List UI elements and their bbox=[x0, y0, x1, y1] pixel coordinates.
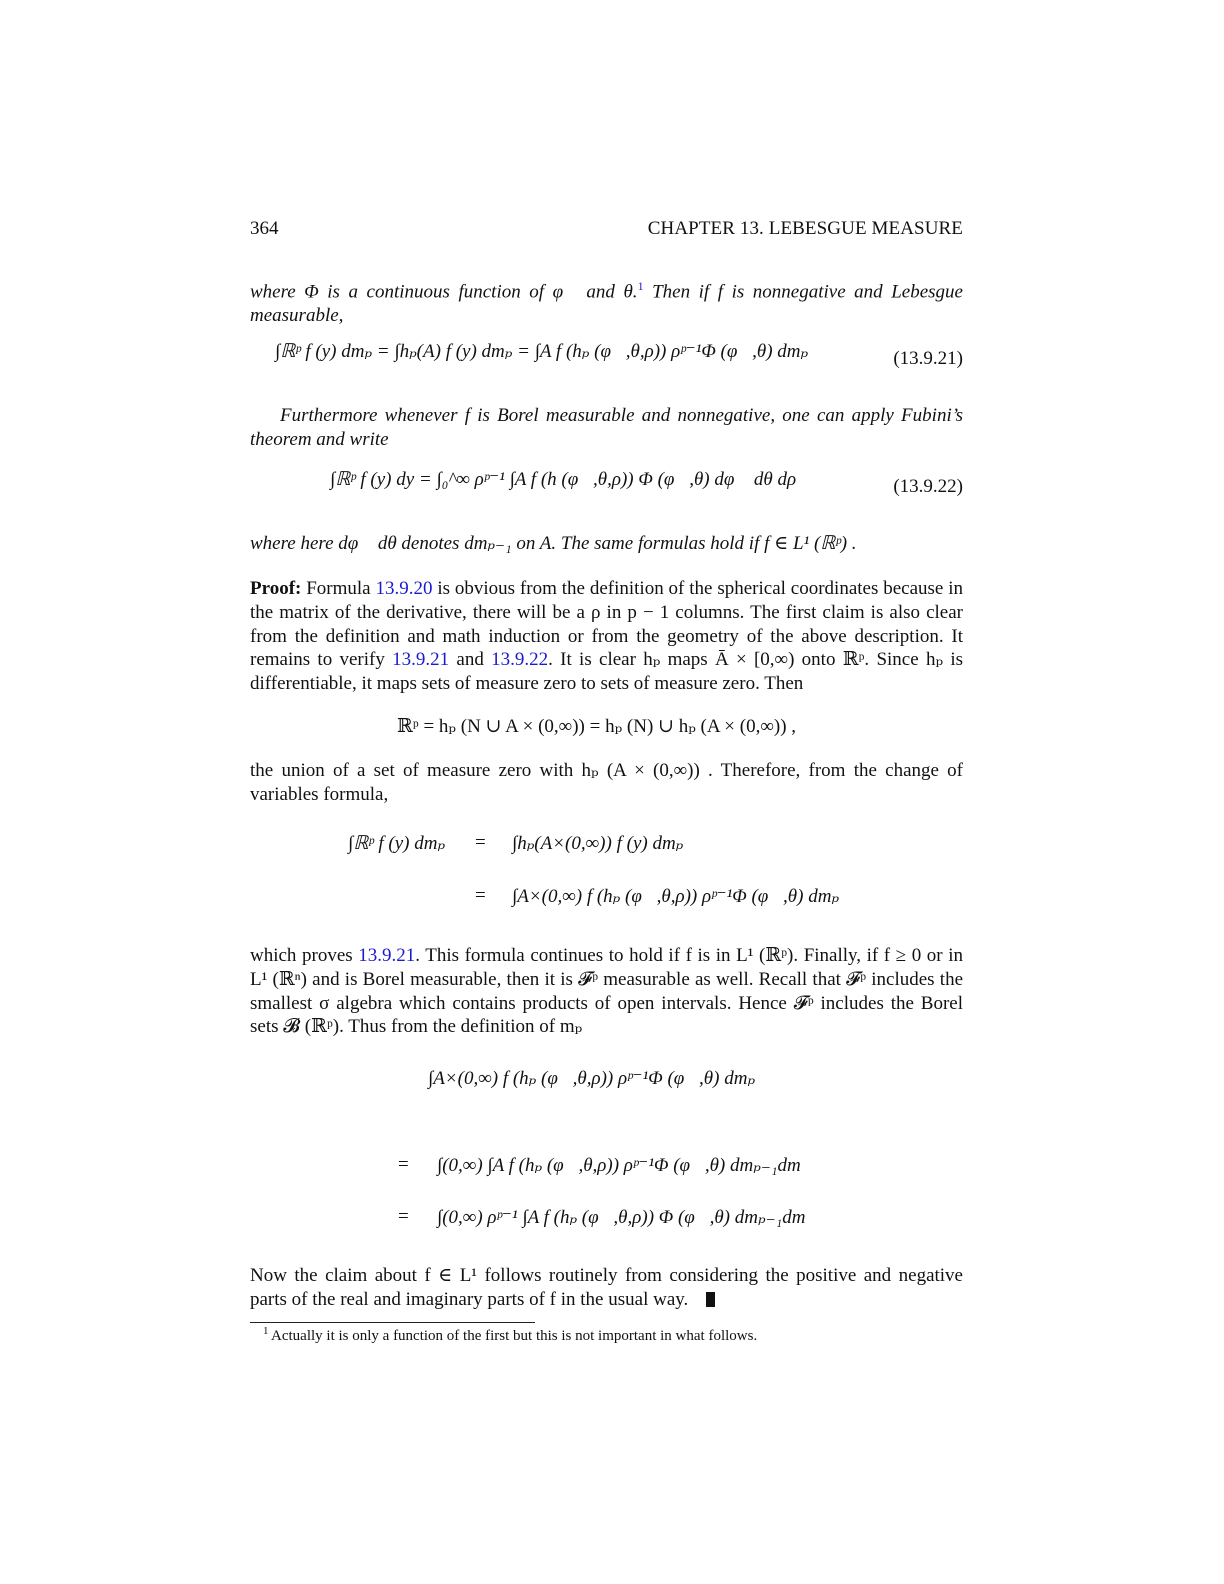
proof-text-b: is obvious from the definition of the spherical coordinates because in the matrix of the derivative, there will be a ρ in p − 1 columns. The first claim is also clear from the definition and math induction or from the geometry of the above description. It remains to verify bbox=[250, 578, 963, 671]
closing-paragraph bbox=[250, 1264, 963, 1312]
footnote-mark: 1 bbox=[263, 1325, 269, 1337]
theorem-intro bbox=[250, 275, 963, 328]
equation-13-9-22 bbox=[250, 468, 963, 518]
equation-body: ∫ℝᵖ f (y) dy = ∫₀^∞ ρᵖ⁻¹ ∫A f (h (φ⃗,θ,ρ)) Φ (φ⃗,θ) dφ⃗ dθ dρ bbox=[330, 469, 797, 490]
ref-13-9-21[interactable]: 13.9.21 bbox=[392, 649, 450, 671]
equation-body: ℝᵖ = hₚ (N ∪ A × (0,∞)) = hₚ (N) ∪ hₚ (A × (0,∞)) , bbox=[397, 716, 797, 737]
align2-eq-sign-1: = bbox=[398, 1154, 409, 1175]
align2-line-2: ∫(0,∞) ρᵖ⁻¹ ∫A f (hₚ (φ⃗,θ,ρ)) Φ (φ⃗,θ) dmₚ₋₁dm bbox=[437, 1207, 806, 1228]
change-of-variables-line-1 bbox=[348, 832, 445, 855]
footnote bbox=[250, 1325, 758, 1345]
equation-union bbox=[250, 715, 963, 743]
running-header bbox=[250, 218, 963, 246]
equation-body: ∫ℝᵖ f (y) dmₚ = ∫hₚ(A) f (y) dmₚ = ∫A f (hₚ (φ⃗,θ,ρ)) ρᵖ⁻¹Φ (φ⃗,θ) dmₚ bbox=[275, 341, 809, 362]
ref-13-9-21-b[interactable]: 13.9.21 bbox=[358, 945, 416, 966]
proof-label: Proof: bbox=[250, 578, 302, 599]
align-rhs-1: ∫hₚ(A×(0,∞)) f (y) dmₚ bbox=[512, 833, 684, 854]
align-lhs: ∫ℝᵖ f (y) dmₚ bbox=[348, 833, 446, 854]
footnote-text: Actually it is only a function of the first but this is not important in what follows. bbox=[271, 1328, 758, 1344]
align-eq-sign-1: = bbox=[475, 832, 486, 853]
which-proves-b: . This formula continues to hold if f is in L¹ (ℝᵖ). Finally, if f ≥ 0 or in L¹ (ℝⁿ) and is Borel measurable, then it is 𝓕ᵖ measurable as well. Recall that 𝓕ᵖ includes the smallest σ algebra which contains products of open intervals. Hence 𝓕ᵖ includes the Borel sets 𝓑 (ℝᵖ). Thus from the definition of mₚ bbox=[250, 945, 963, 1038]
equation-number: (13.9.21) bbox=[893, 348, 963, 369]
align2-line-1: ∫(0,∞) ∫A f (hₚ (φ⃗,θ,ρ)) ρᵖ⁻¹Φ (φ⃗,θ) dmₚ₋₁dm bbox=[437, 1155, 801, 1176]
chapter-title: CHAPTER 13. LEBESGUE MEASURE bbox=[647, 218, 963, 239]
fubini-paragraph: Furthermore whenever f is Borel measurable and nonnegative, one can apply Fubini’s theorem and write bbox=[250, 405, 963, 450]
equation-13-9-21 bbox=[250, 340, 963, 390]
which-proves-paragraph bbox=[250, 944, 963, 1039]
align2-eq-sign-2: = bbox=[398, 1206, 409, 1227]
proof-text-d: . It is clear hₚ maps Ā × [0,∞) onto ℝᵖ. Since hₚ is differentiable, it maps sets of measure zero to sets of measure zero. Then bbox=[250, 649, 963, 695]
footnote-ref[interactable]: 1 bbox=[637, 279, 644, 293]
intro-text-cont: Then if f is nonnegative and Lebesgue measurable, bbox=[250, 281, 963, 327]
union-paragraph: the union of a set of measure zero with hₚ (A × (0,∞)) . Therefore, from the change of variables formula, bbox=[250, 760, 963, 805]
page bbox=[250, 0, 963, 1584]
ref-13-9-22[interactable]: 13.9.22 bbox=[491, 649, 549, 671]
align-eq-sign-2: = bbox=[475, 885, 486, 906]
align-rhs-2: ∫A×(0,∞) f (hₚ (φ⃗,θ,ρ)) ρᵖ⁻¹Φ (φ⃗,θ) dmₚ bbox=[512, 886, 840, 907]
qed-square-icon bbox=[706, 1292, 715, 1307]
proof-paragraph bbox=[250, 577, 963, 696]
which-proves-a: which proves bbox=[250, 945, 359, 966]
proof-text-a: Formula bbox=[301, 578, 376, 599]
footnote-divider bbox=[250, 1322, 535, 1323]
integral-expression: ∫A×(0,∞) f (hₚ (φ⃗,θ,ρ)) ρᵖ⁻¹Φ (φ⃗,θ) dmₚ bbox=[428, 1068, 756, 1089]
equation-number: (13.9.22) bbox=[893, 476, 963, 497]
where-here-line: where here dφ⃗ dθ denotes dmₚ₋₁ on A. The same formulas hold if f ∈ L¹ (ℝᵖ) . bbox=[250, 533, 857, 554]
closing-text: Now the claim about f ∈ L¹ follows routinely from considering the positive and negative parts of the real and imaginary parts of f in the usual way. bbox=[250, 1265, 963, 1310]
proof-text-c: and bbox=[449, 649, 492, 671]
ref-13-9-20[interactable]: 13.9.20 bbox=[375, 578, 433, 599]
intro-text: where Φ is a continuous function of φ⃗ and θ. bbox=[250, 281, 638, 303]
page-number: 364 bbox=[250, 218, 279, 239]
